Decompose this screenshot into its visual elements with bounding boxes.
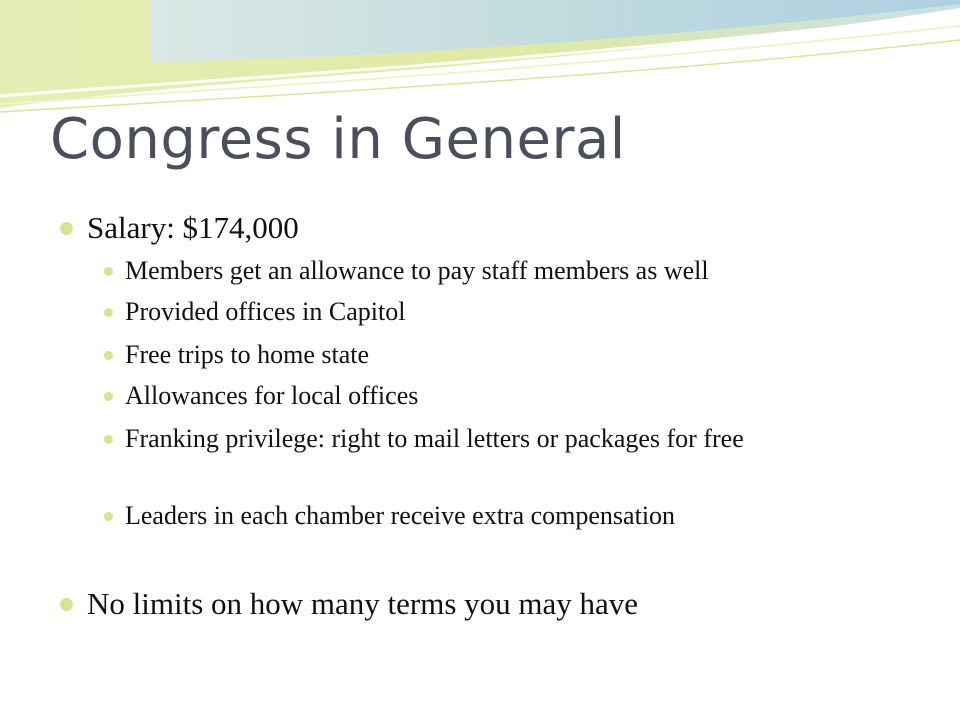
- sub-bullet-local-offices: Allowances for local offices: [125, 381, 419, 410]
- sub-bullet-free-trips: Free trips to home state: [125, 340, 370, 369]
- sub-bullet-leaders-compensation: Leaders in each chamber receive extra compensation: [125, 501, 676, 530]
- sub-bullet-dot: [104, 267, 113, 276]
- sub-bullet-dot: [104, 435, 113, 444]
- sub-bullet-dot: [104, 351, 113, 360]
- sub-bullet-dot: [104, 392, 113, 401]
- bullet-salary: Salary: $174,000: [87, 210, 299, 245]
- sub-bullet-capitol-offices: Provided offices in Capitol: [125, 297, 406, 326]
- sub-bullet-franking-privilege: Franking privilege: right to mail letters or packages for free: [125, 424, 744, 453]
- bullet-dot: [60, 222, 73, 235]
- sub-bullet-dot: [104, 512, 113, 521]
- bullet-dot: [60, 598, 73, 611]
- slide-title: Congress in General: [50, 107, 626, 172]
- bullet-term-limits: No limits on how many terms you may have: [87, 586, 639, 621]
- sub-bullet-dot: [104, 308, 113, 317]
- sub-bullet-staff-allowance: Members get an allowance to pay staff members as well: [125, 256, 709, 285]
